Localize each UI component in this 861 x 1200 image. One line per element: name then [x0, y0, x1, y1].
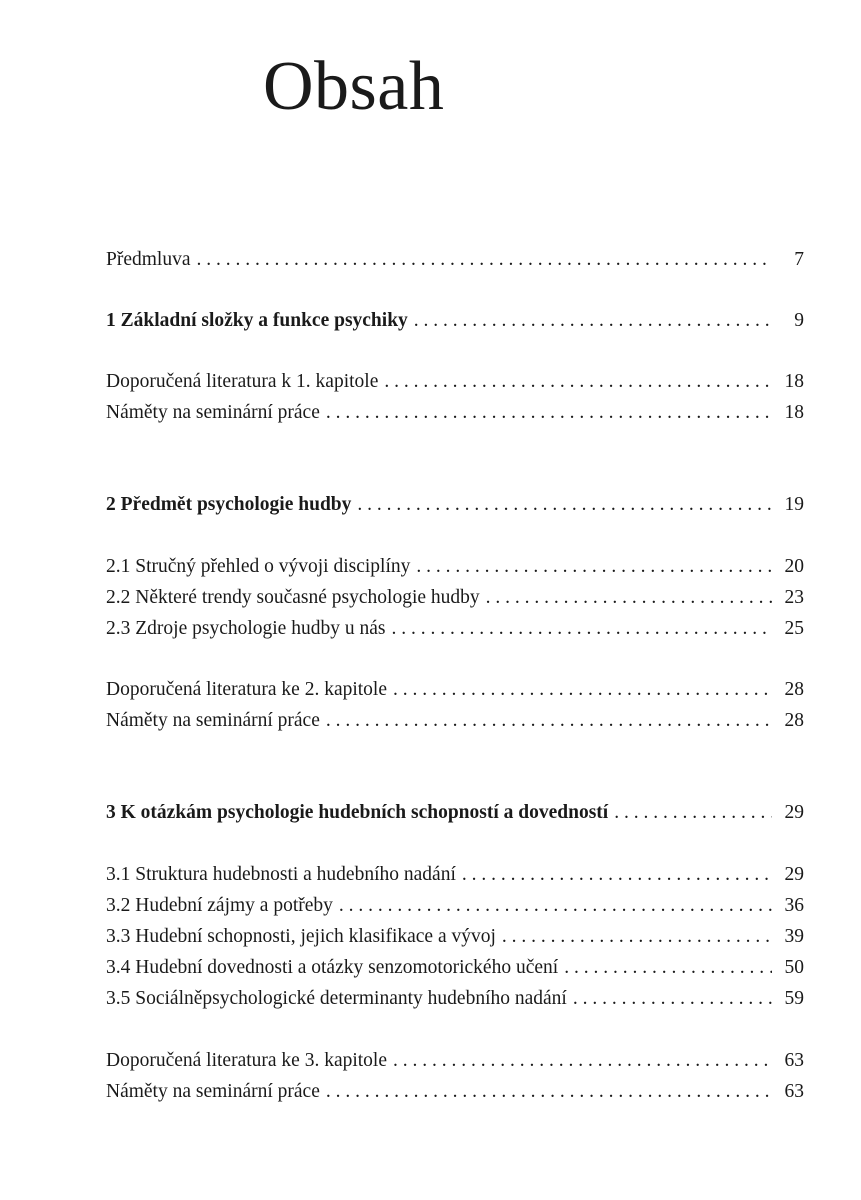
toc-entry-label: Náměty na seminární práce [106, 402, 320, 423]
toc-entry [106, 709, 804, 733]
toc-dot-leader [326, 401, 772, 425]
toc-dot-leader [393, 1049, 772, 1073]
toc-entry-page-number: 29 [784, 864, 804, 885]
toc-entry [106, 401, 804, 425]
toc-dot-leader [416, 555, 772, 579]
toc-entry-page-number: 19 [784, 494, 804, 515]
toc-entry-label: Doporučená literatura k 1. kapitole [106, 371, 379, 392]
toc-dot-leader [384, 370, 772, 394]
toc-dot-leader [502, 925, 772, 949]
toc-entry [106, 925, 804, 949]
toc-dot-leader [326, 709, 772, 733]
toc-entry-page-number: 18 [784, 371, 804, 392]
toc-entry-page-number: 36 [784, 895, 804, 916]
toc-entry-page-number: 63 [784, 1081, 804, 1102]
toc-entry-label: Doporučená literatura ke 3. kapitole [106, 1050, 388, 1071]
toc-entry [106, 863, 804, 887]
toc-entry [106, 801, 804, 825]
toc-entry-page-number: 59 [784, 988, 804, 1009]
toc-entry [106, 1049, 804, 1073]
toc-entry-page-number: 20 [784, 556, 804, 577]
toc-entry-page-number: 29 [784, 802, 804, 823]
toc-dot-leader [486, 586, 772, 610]
toc-dot-leader [614, 801, 772, 825]
toc-entry [106, 678, 804, 702]
toc-entry [106, 555, 804, 579]
toc-entry-label: 2 Předmět psychologie hudby [106, 494, 352, 515]
toc-entry-page-number: 39 [784, 926, 804, 947]
toc-entry-label: 2.2 Některé trendy současné psychologie hudby [106, 587, 480, 608]
toc-entry-label: 1 Základní složky a funkce psychiky [106, 310, 408, 331]
toc-entry-page-number: 23 [784, 587, 804, 608]
toc-entry-label: 2.1 Stručný přehled o vývoji disciplíny [106, 556, 411, 577]
toc-entry-page-number: 28 [784, 710, 804, 731]
toc-entry [106, 493, 804, 517]
toc-entry-label: Náměty na seminární práce [106, 710, 320, 731]
toc-dot-leader [391, 617, 772, 641]
toc-dot-leader [196, 248, 772, 272]
toc-dot-leader [414, 309, 772, 333]
toc-entry-page-number: 9 [794, 310, 804, 331]
toc-dot-leader [462, 863, 772, 887]
toc-dot-leader [326, 1080, 772, 1104]
toc-entry-label: 3.1 Struktura hudebnosti a hudebního nadání [106, 864, 456, 885]
toc-entry [106, 956, 804, 980]
toc-entry-label: Doporučená literatura ke 2. kapitole [106, 679, 388, 700]
toc-entry-label: 3 K otázkám psychologie hudebních schopností a dovedností [106, 802, 609, 823]
toc-entry-page-number: 28 [784, 679, 804, 700]
toc-dot-leader [573, 987, 772, 1011]
toc-dot-leader [564, 956, 772, 980]
toc-entry-page-number: 63 [784, 1050, 804, 1071]
toc-entry-label: Náměty na seminární práce [106, 1081, 320, 1102]
toc-dot-leader [393, 678, 772, 702]
toc-entry [106, 248, 804, 272]
toc-entry-label: 3.3 Hudební schopnosti, jejich klasifikace a vývoj [106, 926, 496, 947]
toc-entry [106, 894, 804, 918]
page-title: Obsah [263, 48, 445, 125]
toc-entry-label: 3.2 Hudební zájmy a potřeby [106, 895, 333, 916]
toc-entry-label: 2.3 Zdroje psychologie hudby u nás [106, 618, 386, 639]
toc-dot-leader [339, 894, 772, 918]
toc-entry [106, 617, 804, 641]
toc-entry [106, 309, 804, 333]
toc-entry-label: Předmluva [106, 249, 191, 270]
toc-entry [106, 586, 804, 610]
toc-entry [106, 1080, 804, 1104]
toc-dot-leader [357, 493, 772, 517]
toc-entry-page-number: 25 [784, 618, 804, 639]
toc-entry-page-number: 7 [794, 249, 804, 270]
toc-entry [106, 370, 804, 394]
toc-entry [106, 987, 804, 1011]
toc-entry-label: 3.5 Sociálněpsychologické determinanty hudebního nadání [106, 988, 567, 1009]
toc-entry-page-number: 50 [784, 957, 804, 978]
toc-entry-page-number: 18 [784, 402, 804, 423]
toc-entry-label: 3.4 Hudební dovednosti a otázky senzomotorického učení [106, 957, 559, 978]
